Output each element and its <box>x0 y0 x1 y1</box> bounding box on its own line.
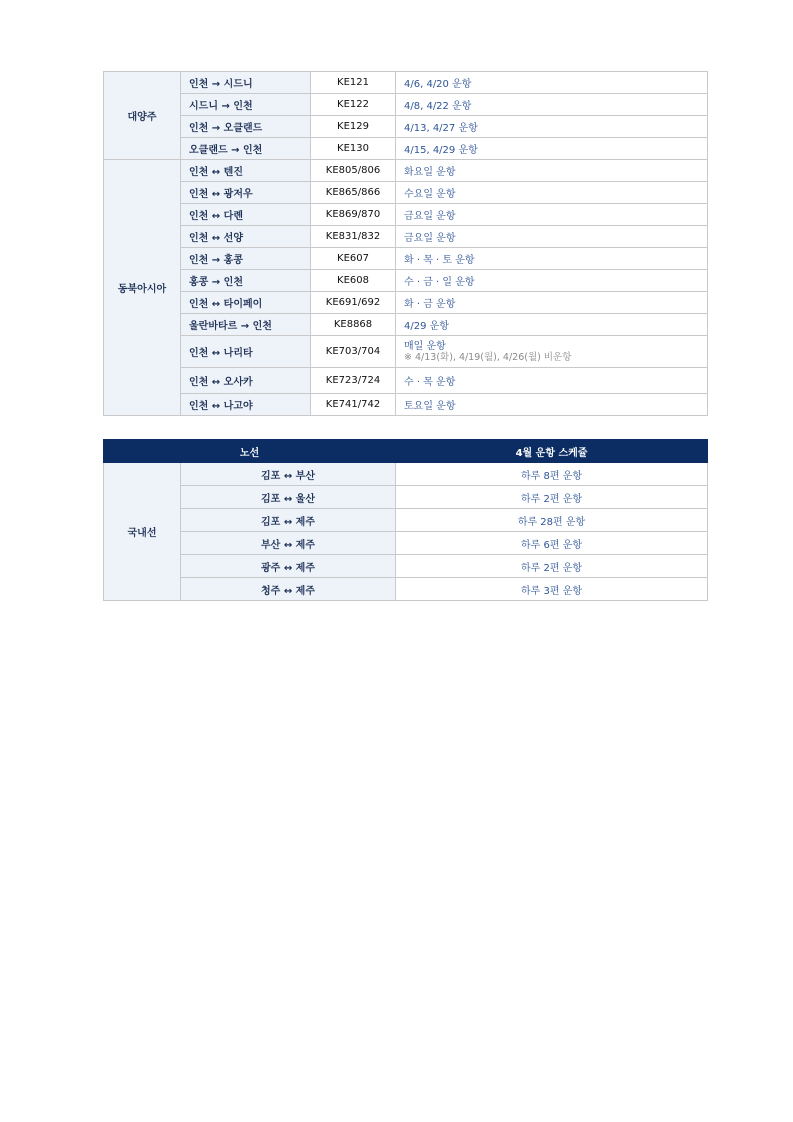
flight-cell: KE608 <box>311 270 396 292</box>
route-cell: 김포 ↔ 울산 <box>181 486 396 509</box>
schedule-cell: 하루 3편 운항 <box>396 578 708 601</box>
schedule-cell: 4/6, 4/20 운항 <box>396 72 708 94</box>
schedule-cell: 수 · 목 운항 <box>396 368 708 394</box>
flight-cell: KE805/806 <box>311 160 396 182</box>
schedule-text: 매일 운항 <box>404 340 446 352</box>
flight-cell: KE129 <box>311 116 396 138</box>
flight-cell: KE122 <box>311 94 396 116</box>
route-cell: 울란바타르 → 인천 <box>181 314 311 336</box>
route-cell: 인천 ↔ 다롄 <box>181 204 311 226</box>
route-cell: 인천 → 홍콩 <box>181 248 311 270</box>
route-cell: 오클랜드 → 인천 <box>181 138 311 160</box>
schedule-cell: 수요일 운항 <box>396 182 708 204</box>
international-schedule-table <box>103 71 708 416</box>
schedule-cell: 수 · 금 · 일 운항 <box>396 270 708 292</box>
route-cell: 인천 ↔ 광저우 <box>181 182 311 204</box>
region-northeast-asia: 동북아시아 <box>104 160 181 416</box>
schedule-cell: 4/29 운항 <box>396 314 708 336</box>
region-oceania: 대양주 <box>104 72 181 160</box>
flight-cell: KE130 <box>311 138 396 160</box>
schedule-cell: 화요일 운항 <box>396 160 708 182</box>
flight-cell: KE741/742 <box>311 394 396 416</box>
flight-cell: KE865/866 <box>311 182 396 204</box>
header-schedule: 4월 운항 스케쥴 <box>396 440 708 463</box>
flight-cell: KE8868 <box>311 314 396 336</box>
flight-cell: KE703/704 <box>311 336 396 368</box>
schedule-cell: 화 · 목 · 토 운항 <box>396 248 708 270</box>
route-cell: 인천 ↔ 오사카 <box>181 368 311 394</box>
flight-cell: KE723/724 <box>311 368 396 394</box>
schedule-cell: 화 · 금 운항 <box>396 292 708 314</box>
route-cell: 홍콩 → 인천 <box>181 270 311 292</box>
route-cell: 광주 ↔ 제주 <box>181 555 396 578</box>
route-cell: 인천 → 시드니 <box>181 72 311 94</box>
domestic-schedule-table <box>103 439 708 601</box>
schedule-cell <box>396 336 708 368</box>
schedule-cell: 하루 2편 운항 <box>396 555 708 578</box>
route-cell: 인천 ↔ 타이페이 <box>181 292 311 314</box>
route-cell: 인천 ↔ 선양 <box>181 226 311 248</box>
flight-cell: KE691/692 <box>311 292 396 314</box>
route-cell: 인천 ↔ 나리타 <box>181 336 311 368</box>
route-cell: 인천 ↔ 텐진 <box>181 160 311 182</box>
flight-cell: KE869/870 <box>311 204 396 226</box>
route-cell: 김포 ↔ 부산 <box>181 463 396 486</box>
route-cell: 인천 → 오클랜드 <box>181 116 311 138</box>
route-cell: 청주 ↔ 제주 <box>181 578 396 601</box>
schedule-cell: 4/15, 4/29 운항 <box>396 138 708 160</box>
schedule-cell: 하루 2편 운항 <box>396 486 708 509</box>
schedule-cell: 하루 28편 운항 <box>396 509 708 532</box>
flight-cell: KE121 <box>311 72 396 94</box>
schedule-cell: 4/8, 4/22 운항 <box>396 94 708 116</box>
route-cell: 김포 ↔ 제주 <box>181 509 396 532</box>
route-cell: 인천 ↔ 나고야 <box>181 394 311 416</box>
schedule-cell: 하루 8편 운항 <box>396 463 708 486</box>
schedule-cell: 금요일 운항 <box>396 226 708 248</box>
schedule-cell: 토요일 운항 <box>396 394 708 416</box>
route-cell: 시드니 → 인천 <box>181 94 311 116</box>
route-cell: 부산 ↔ 제주 <box>181 532 396 555</box>
header-route: 노선 <box>104 440 396 463</box>
region-domestic: 국내선 <box>104 463 181 601</box>
schedule-note: ※ 4/13(화), 4/19(월), 4/26(월) 비운항 <box>404 351 572 363</box>
flight-cell: KE607 <box>311 248 396 270</box>
schedule-cell: 금요일 운항 <box>396 204 708 226</box>
schedule-cell: 하루 6편 운항 <box>396 532 708 555</box>
schedule-cell: 4/13, 4/27 운항 <box>396 116 708 138</box>
flight-cell: KE831/832 <box>311 226 396 248</box>
